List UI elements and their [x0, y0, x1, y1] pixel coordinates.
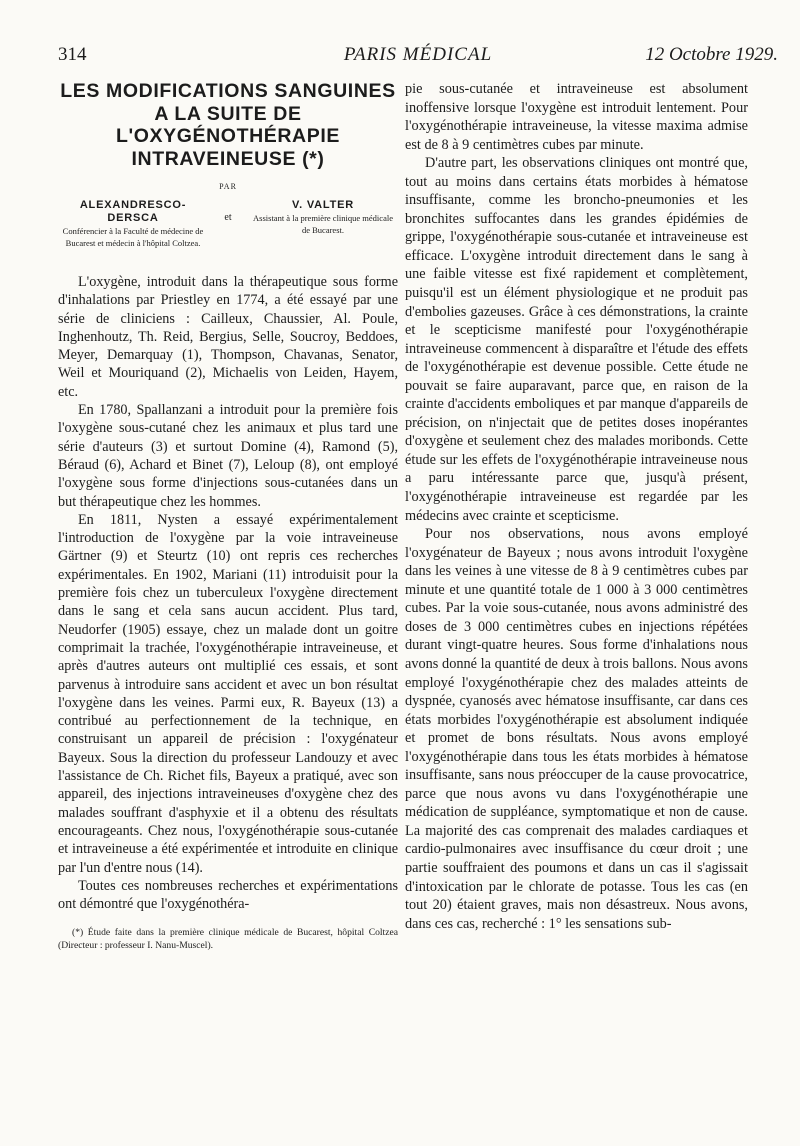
- paragraph: En 1811, Nysten a essayé expérimentalement l'introduction de l'oxygène par la voie intraveineuse Gärtner (9) et Steurtz (10) ont repris ces recherches expérimentales. En 1902, Mariani (11) introduisit pour la première fois chez un tuberculeux l'oxygène directement dans le sang et cela sans aucun accident. Plus tard, Neudorfer (1905) essaye, chez un malade dont un goitre comprimait la trachée, l'oxygénothérapie intraveineuse, et après d'autres auteurs ont multiplié ces essais, et sont parvenus à introduire sans accident et avec un bon résultat l'oxygène dans les veines. Parmi eux, R. Bayeux (13) a contribué au perfectionnement de la technique, en construisant un appareil de précision : l'oxygénateur Bayeux. Sous la direction du professeur Landouzy et avec l'assistance de Ch. Richet fils, Bayeux a pratiqué, avec son appareil, des injections intraveineuses d'oxygène chez des malades souffrant d'asphyxie et il a obtenu des résultats encourageants. Chez nous, l'oxygénothérapie sous-cutanée et intraveineuse a été expérimentée et introduite en clinique par l'un d'entre nous (14).: [58, 511, 398, 876]
- journal-title: PARIS MÉDICAL: [343, 44, 493, 65]
- authors-block: [58, 199, 398, 249]
- paragraph: En 1780, Spallanzani a introduit pour la première fois l'oxygène sous-cutané chez les animaux et plus tard une série d'auteurs (3) et surtout Domine (4), Ramond (5), Béraud (6), Achard et Binet (7), Leloup (8), ont employé l'oxygène sous forme d'injections sous-cutanées dans un but thérapeutique chez les hommes.: [58, 402, 398, 510]
- issue-date: 12 Octobre 1929.: [645, 44, 778, 65]
- paragraph: Toutes ces nombreuses recherches et expérimentations ont démontré que l'oxygénothéra-: [58, 877, 398, 913]
- page-number: 314: [58, 44, 87, 65]
- author-2-affiliation: Assistant à la première clinique médicale de Bucarest.: [253, 213, 393, 235]
- right-column: [405, 80, 748, 933]
- running-header: [58, 44, 778, 74]
- author-2: [248, 199, 398, 236]
- author-1-name: ALEXANDRESCO-DERSCA: [79, 199, 187, 224]
- paragraph: Pour nos observations, nous avons employé l'oxygénateur de Bayeux ; nous avons introduit l'oxygène dans les veines à une vitesse de 8 à 9 centimètres cubes par minute et une quantité totale de 1 000 à 3 000 centimètres cubes. Par la voie sous-cutanée, nous avons administré des doses de 3 000 centimètres cubes en injections répétées durant vingt-quatre heures. Sous forme d'inhalations nous avons donné la quantité de deux à trois ballons. Nous avons employé l'oxygénothérapie chez des malades atteints de dyspnée, cyanosés avec hématose insuffisante, car dans ces états morbides l'oxygénothérapie est absolument indiquée et promet de bons résultats. Nous avons employé l'oxygénothérapie dans tous les états morbides à hématose insuffisante, sans nous préoccuper de la cause provocatrice, parce que nous avons vu dans l'oxygénothérapie une médication de suppléance, symptomatique et non de cause. La majorité des cas comprenait des malades cardiaques et cardio-pulmonaires avec insuffisance du cœur droit ; une partie souffraient des poumons et dans un cas il s'agissait d'intoxication par le chlorate de potasse. Tous les cas (en tout 20) étaient graves, mais non désastreux. Nous avons, dans ces cas, recherché : 1° les sensations sub-: [405, 526, 748, 932]
- author-2-name: V. VALTER: [291, 199, 354, 211]
- right-body: [405, 80, 748, 933]
- article-title: LES MODIFICATIONS SANGUINES A LA SUITE DE L'OXYGÉNOTHÉRAPIE INTRAVEINEUSE (*): [60, 80, 396, 170]
- footnote: (*) Étude faite dans la première clinique médicale de Bucarest, hôpital Coltzea (Directeur : professeur I. Nanu-Muscel).: [58, 927, 398, 951]
- author-1-affiliation: Conférencier à la Faculté de médecine de Bucarest et médecin à l'hôpital Coltzea.: [62, 226, 204, 248]
- author-conjunction: et: [224, 212, 232, 223]
- author-1: [58, 199, 208, 249]
- byline-par: PAR: [219, 182, 237, 191]
- left-body: [58, 273, 398, 913]
- paragraph: pie sous-cutanée et intraveineuse est absolument inoffensive lorsque l'oxygène est introduit lentement. Pour l'oxygénothérapie intraveineuse, la vitesse maxima admise est de 8 à 9 centimètres cubes par minute.: [405, 81, 748, 153]
- left-column: [58, 80, 398, 952]
- paragraph: D'autre part, les observations cliniques ont montré que, tout au moins dans certains états morbides à hématose insuffisante, comme les broncho-pneumonies et les bronchites suffocantes dans les grandes épidémies de grippe, l'oxygénothérapie sous-cutanée et intraveineuse est efficace. L'oxygène introduit directement dans le sang à une faible vitesse est fixé rapidement et complètement, puisqu'il est un élément physiologique et ne produit pas d'embolies gazeuses. Grâce à ces démonstrations, la crainte et le scepticisme manifesté pour l'oxygénothérapie intraveineuse commencent à disparaître et l'étude des effets de l'oxygénothérapie est devenue possible. Cette étude ne pouvait se faire auparavant, parce que, en raison de la crainte d'accidents emboliques et par manque d'appareils de précision, on n'injectait que de petites doses inopérantes d'oxygène et seulement chez des malades moribonds. Cette étude sur les effets de l'oxygénothérapie intraveineuse nous a paru intéressante parce que, jusqu'à présent, l'oxygénothérapie intraveineuse est regardée par les médecins avec crainte et scepticisme.: [405, 155, 748, 524]
- paragraph: L'oxygène, introduit dans la thérapeutique sous forme d'inhalations par Priestley en 1774, a été essayé par une série de cliniciens : Cailleux, Chaussier, Al. Poule, Inghenhoutz, Th. Reid, Bergius, Selle, Soucroy, Beddoes, Meyer, Demarquay (1), Thompson, Chavanas, Senator, Weil et Mouriquand (2), Michaelis von Leiden, Hayem, etc.: [58, 274, 398, 400]
